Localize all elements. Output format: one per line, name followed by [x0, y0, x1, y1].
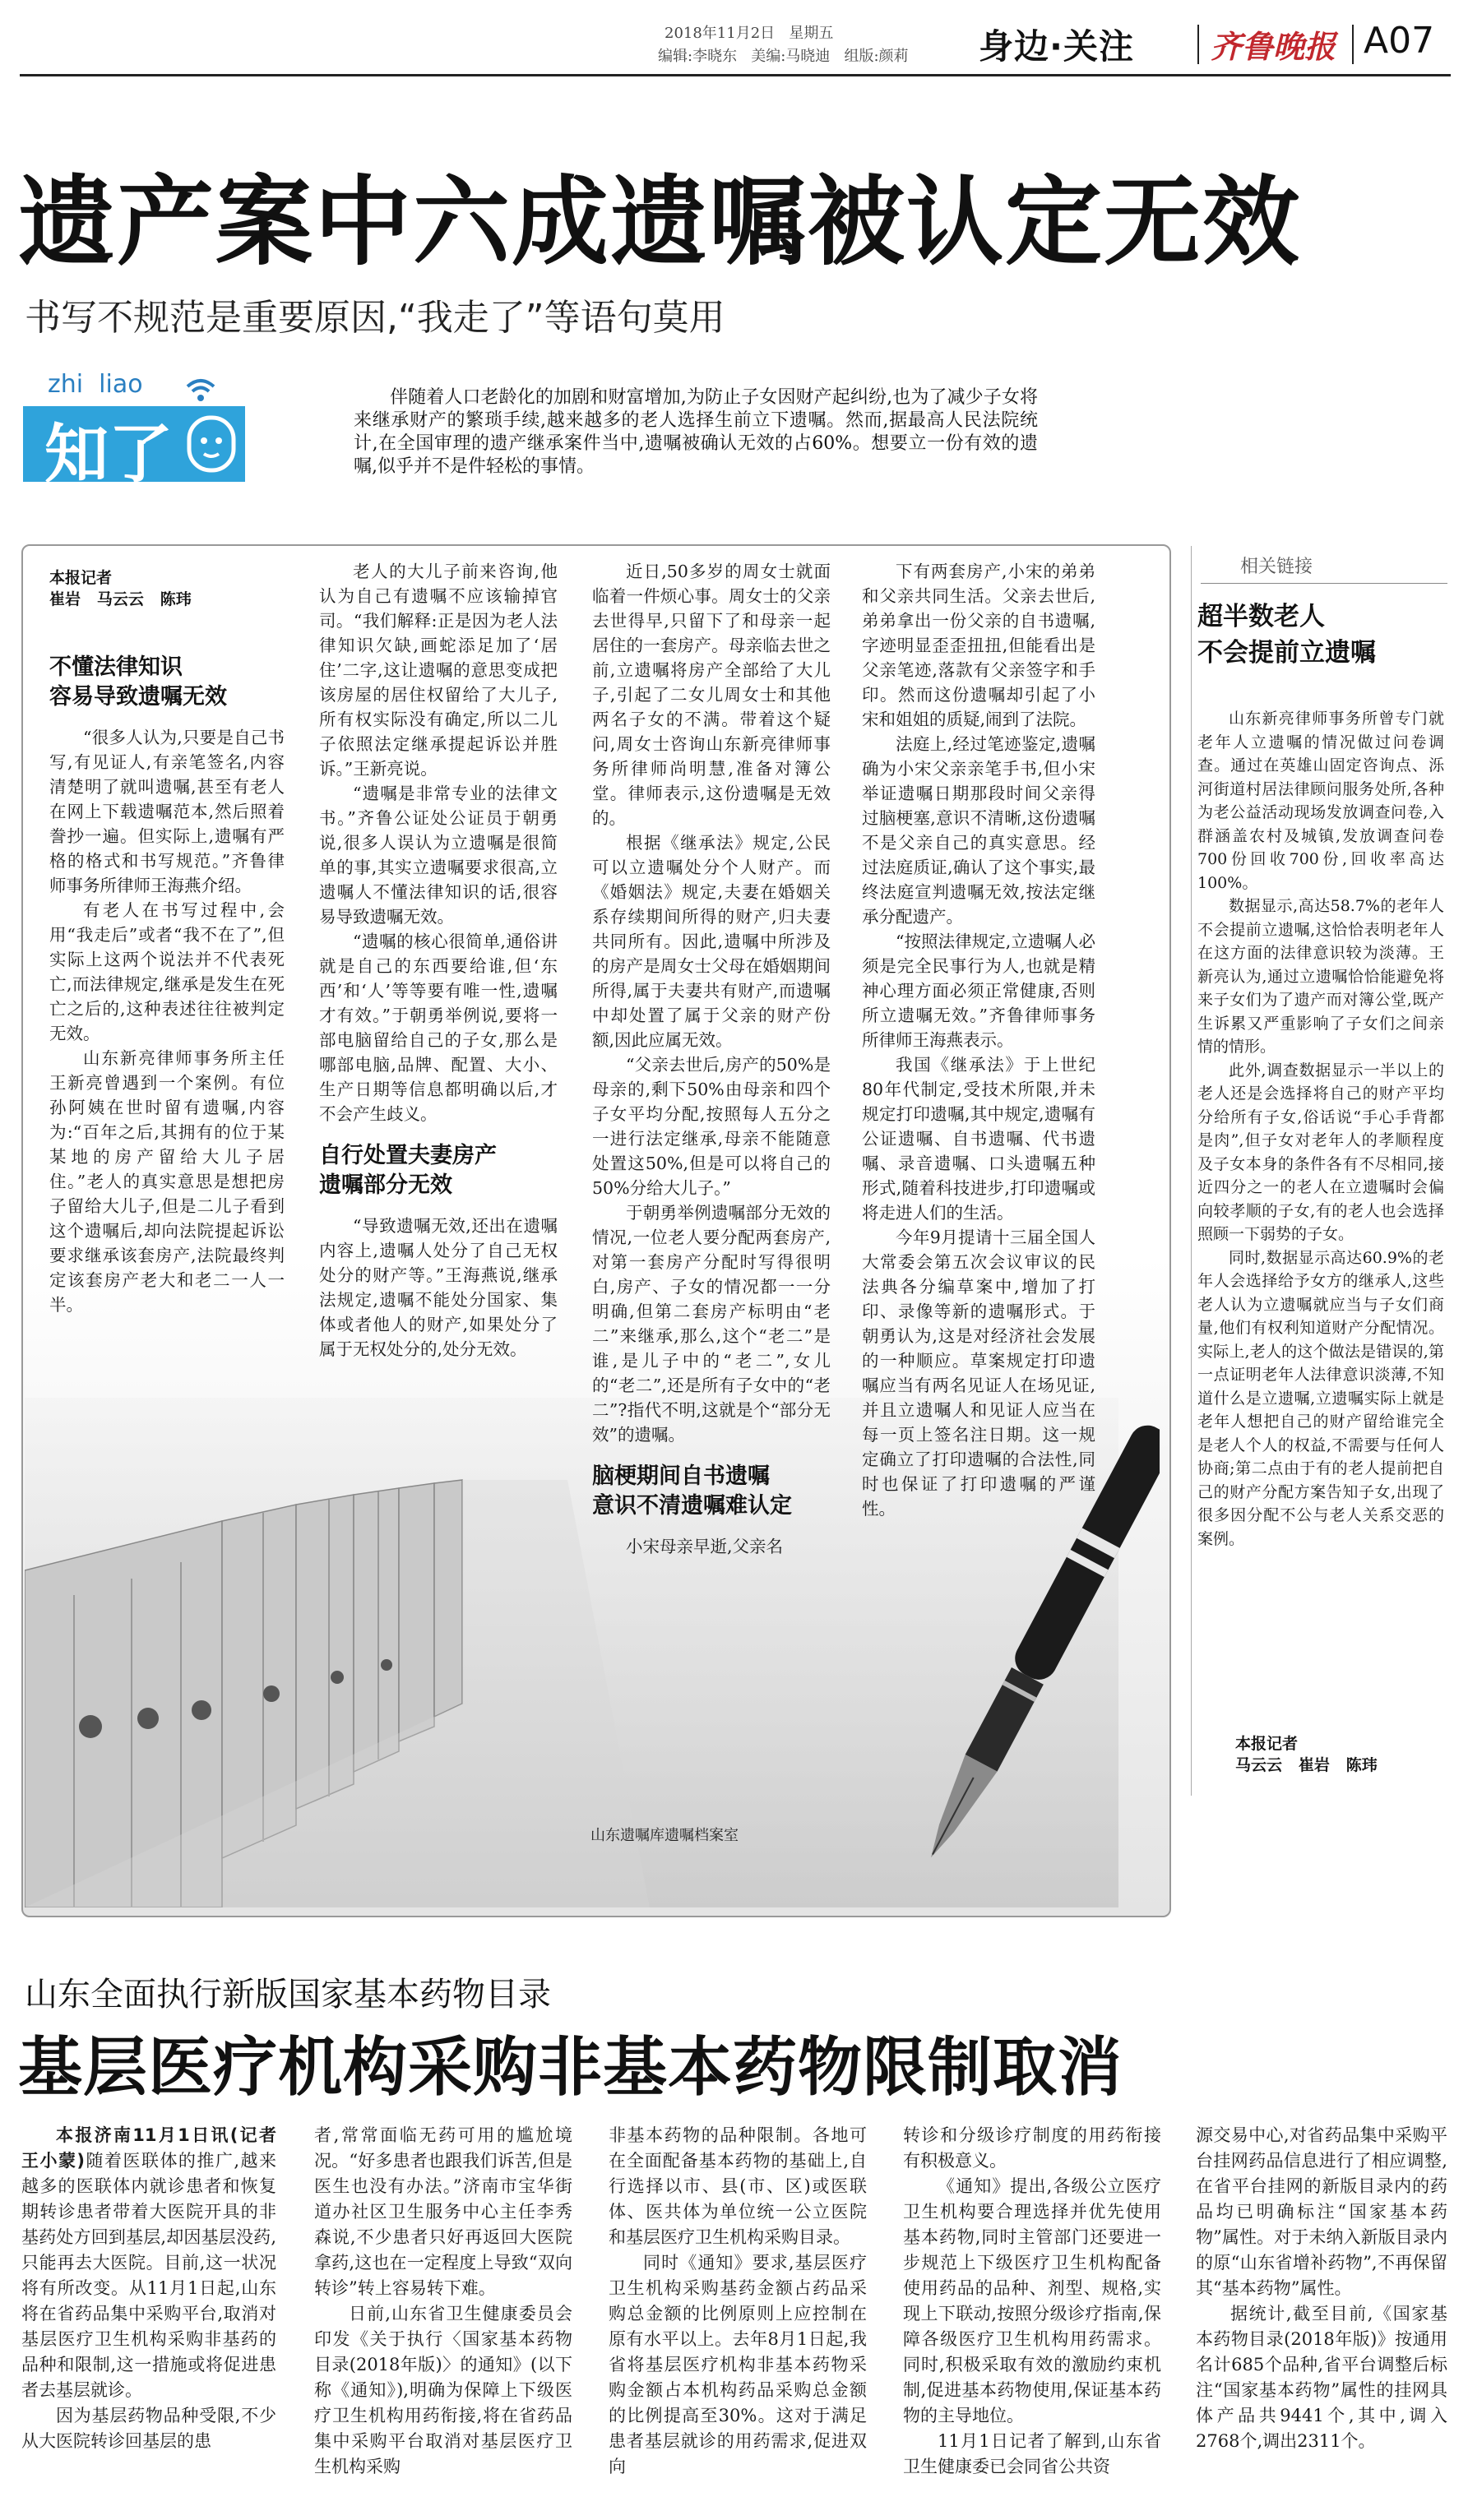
article2-para: 转诊和分级诊疗制度的用药衔接有积极意义。 — [903, 2125, 1161, 2171]
sidebar-byline — [1235, 1733, 1441, 1776]
header-divider — [1197, 25, 1199, 64]
sidebar-para: 同时,数据显示高达60.9%的老年人会选择给予女方的继承人,这些老人认为立遗嘱就应当与子女们商量,他们有权利知道财产分配情况。实际上,老人的这个做法是错误的,第一点证明老年人法律意识淡薄,不知道什么是立遗嘱,立遗嘱实际上就是老年人想把自己的财产留给谁完全是老人个人的权益,不需要与任何人协商;第二点由于有的老人提前把自己的财产分配方案告知子女,出现了很多因分配不公与老人关系交恶的案例。 — [1197, 1248, 1444, 1548]
article1-col1 — [49, 635, 285, 1317]
article2-col5 — [1196, 2123, 1447, 2454]
article2-para: 日前,山东省卫生健康委员会印发《关于执行〈国家基本药物目录(2018年版)〉的通知》(以下称《通知》),明确为保障上下级医疗卫生机构用药衔接,将在省药品集中采购平台取消对基层医疗卫生机构采购 — [314, 2304, 572, 2476]
article1-col3 — [592, 559, 831, 1559]
article1-col4 — [862, 559, 1095, 1521]
article2-col2 — [314, 2123, 572, 2480]
badge-face-icon — [184, 413, 238, 475]
byline-label: 本报记者 — [49, 569, 113, 587]
article2-para: 者,常常面临无药可用的尴尬境况。“好多患者也跟我们诉苦,但是医生也没有办法。”济南市宝华街道办社区卫生服务中心主任李秀森说,不少患者只好再返回大医院拿药,这也在一定程度上导致“双向转诊”转上容易转下难。 — [314, 2125, 572, 2298]
sidebar-byline-label: 本报记者 — [1235, 1735, 1299, 1753]
col2-para: “遗嘱的核心很简单,通俗讲就是自己的东西要给谁,但‘东西’和‘人’等等要有唯一性,遗嘱才有效。”于朝勇举例说,要将一部电脑留给自己的子女,那么是哪部电脑,品牌、配置、大小、生产日期等信息都明确以后,才不会产生歧义。 — [319, 932, 558, 1124]
article2-col4 — [903, 2123, 1161, 2480]
zhiliao-badge — [23, 370, 245, 492]
article2-para — [21, 2123, 276, 2403]
col4-para: 今年9月提请十三届全国人大常委会第五次会议审议的民法典各分编草案中,增加了打印、录像等新的遗嘱形式。于朝勇认为,这是对经济社会发展的一种顺应。草案规定打印遗嘱应当有两名见证人在场见证,并且立遗嘱人和见证人应当在每一页上签名注日期。这一规定确立了打印遗嘱的合法性,同时也保证了打印遗嘱的严谨性。 — [862, 1228, 1095, 1519]
col1-subhead: 不懂法律知识 容易导致遗嘱无效 — [49, 654, 227, 710]
col3-para: 根据《继承法》规定,公民可以立遗嘱处分个人财产。而《婚姻法》规定,夫妻在婚姻关系存续期间所得的财产,归夫妻共同所有。因此,遗嘱中所涉及的房产是周女士父母在婚姻期间所得,属于夫妻共有财产,而遗嘱中却处置了属于父亲的财产份额,因此应属无效。 — [592, 833, 831, 1050]
sidebar-vline — [1191, 546, 1192, 1796]
col4-para: “按照法律规定,立遗嘱人必须是完全民事行为人,也就是精神心理方面必须正常健康,否则所立遗嘱无效。”齐鲁律师事务所律师王海燕表示。 — [862, 932, 1095, 1050]
article2-para: 同时《通知》要求,基层医疗卫生机构采购基药金额占药品采购总金额的比例原则上应控制在原有水平以上。去年8月1日起,我省将基层医疗机构非基本药物采购金额占本机构药品采购总金额的比例提高至30%。这对于满足患者基层就诊的用药需求,促进双向 — [609, 2253, 867, 2476]
col1-para: 有老人在书写过程中,会用“我走后”或者“我不在了”,但实际上这两个说法并不代表死亡,而法律规定,继承是发生在死亡之后的,这种表述往往被判定无效。 — [49, 900, 285, 1043]
sidebar-byline-names: 马云云 崔岩 陈玮 — [1235, 1756, 1378, 1774]
article1-subtitle: 书写不规范是重要原因,“我走了”等语句莫用 — [25, 297, 725, 339]
paper-logo: 齐鲁晚报 — [1211, 28, 1336, 65]
sidebar-tag: 相关链接 — [1201, 551, 1447, 584]
article1-lead: 伴随着人口老龄化的加剧和财富增加,为防止子女因财产起纠纷,也为了减少子女将来继承财产的繁琐手续,越来越多的老人选择生前立下遗嘱。然而,据最高人民法院统计,在全国审理的遗产继承案件当中,遗嘱被确认无效的占60%。想要立一份有效的遗嘱,似乎并不是件轻松的事情。 — [354, 387, 1038, 477]
wifi-icon — [184, 373, 217, 406]
article1-title: 遗产案中六成遗嘱被认定无效 — [18, 165, 1302, 279]
fountain-pen-icon — [913, 1389, 1160, 1916]
article2-lead: 本报济南11月1日讯(记者 王小蒙) — [21, 2125, 276, 2171]
col4-para: 我国《继承法》于上世纪80年代制定,受技术所限,并未规定打印遗嘱,其中规定,遗嘱有公证遗嘱、自书遗嘱、代书遗嘱、录音遗嘱、口头遗嘱五种形式,随着科技进步,打印遗嘱或将走进人们的生活。 — [862, 1055, 1095, 1223]
header-divider-2 — [1352, 25, 1354, 64]
col2-para: “导致遗嘱无效,还出在遗嘱内容上,遗嘱人处分了自己无权处分的财产等。”王海燕说,继承法规定,遗嘱不能处分国家、集体或者他人的财产,如果处分了属于无权处分的,处分无效。 — [319, 1216, 558, 1359]
sidebar-para: 此外,调查数据显示一半以上的老人还是会选择将自己的财产平均分给所有子女,俗话说“手心手背都是肉”,但子女对老年人的孝顺程度及子女本身的条件各有不尽相同,接近四分之一的老人在立遗嘱时会偏向较孝顺的子女,有的老人也会选择照顾一下弱势的子女。 — [1197, 1061, 1444, 1243]
badge-pinyin: zhi liao — [48, 370, 143, 399]
article2-kicker: 山东全面执行新版国家基本药物目录 — [25, 1976, 551, 2014]
photo-caption: 山东遗嘱库遗嘱档案室 — [590, 1827, 739, 1844]
col3-para: 近日,50多岁的周女士就面临着一件烦心事。周女士的父亲去世得早,只留下了和母亲一起居住的一套房产。母亲临去世之前,立遗嘱将房产全部给了大儿子,引起了二女儿周女士和其他两名子女的不满。带着这个疑问,周女士咨询山东新亮律师事务所律师尚明慧,准备对簿公堂。律师表示,这份遗嘱是无效的。 — [592, 562, 831, 828]
col3-para: 小宋母亲早逝,父亲名 — [626, 1537, 784, 1556]
article2-title: 基层医疗机构采购非基本药物限制取消 — [18, 2031, 1123, 2105]
article2-col3 — [609, 2123, 867, 2480]
article2-para: 源交易中心,对省药品集中采购平台挂网药品信息进行了相应调整,在省平台挂网的新版目录内的药品均已明确标注“国家基本药物”属性。对于未纳入新版目录内的原“山东省增补药物”,不再保留其“基本药物”属性。 — [1196, 2125, 1447, 2298]
sidebar-title: 超半数老人 不会提前立遗嘱 — [1197, 602, 1376, 668]
article2-para: 因为基层药物品种受限,不少从大医院转诊回基层的患 — [21, 2406, 276, 2451]
sidebar-para: 山东新亮律师事务所曾专门就老年人立遗嘱的情况做过问卷调查。通过在英雄山固定咨询点、泺河街道村居法律顾问服务处所,各种为老公益活动现场发放调查问卷,入群涵盖农村及城镇,发放调查问卷700份回收700份,回收率高达100%。 — [1197, 710, 1444, 892]
article2-col1 — [21, 2123, 276, 2454]
sidebar-body — [1197, 707, 1444, 1551]
col4-para: 法庭上,经过笔迹鉴定,遗嘱确为小宋父亲亲笔手书,但小宋举证遗嘱日期那段时间父亲得过脑梗塞,意识不清晰,这份遗嘱不是父亲自己的真实意思。经过法庭质证,确认了这个事实,最终法庭宣判遗嘱无效,按法定继承分配遗产。 — [862, 734, 1095, 927]
article1-col2 — [319, 559, 558, 1362]
byline-names: 崔岩 马云云 陈玮 — [49, 590, 192, 608]
article2-para: 据统计,截至目前,《国家基本药物目录(2018年版)》按通用名计685个品种,省平台调整后标注“国家基本药物”属性的挂网具体产品共9441个,其中,调入2768个,调出2311个。 — [1196, 2304, 1447, 2451]
col2-para: “遗嘱是非常专业的法律文书。”齐鲁公证处公证员于朝勇说,很多人误认为立遗嘱是很简单的事,其实立遗嘱要求很高,立遗嘱人不懂法律知识的话,很容易导致遗嘱无效。 — [319, 784, 558, 927]
header-section: 身边·关注 — [979, 26, 1134, 67]
col1-para: 山东新亮律师事务所主任王新亮曾遇到一个案例。有位孙阿姨在世时留有遗嘱,内容为:“百年之后,其拥有的位于某某地的房产留给大儿子居住。”老人的真实意思是想把房子留给大儿子,但是二儿子看到这个遗嘱后,却向法院提起诉讼要求继承该套房产,法院最终判定该套房产老大和老二一人一半。 — [49, 1048, 285, 1315]
header-editors: 编辑:李晓东 美编:马晓迪 组版:颜莉 — [658, 48, 909, 65]
col1-para: “很多人认为,只要是自己书写,有见证人,有亲笔签名,内容清楚明了就叫遗嘱,甚至有老人在网上下载遗嘱范本,然后照着誊抄一遍。但实际上,遗嘱有严格的格式和书写规范。”齐鲁律师事务所律师王海燕介绍。 — [49, 728, 285, 895]
date-text: 2018年11月2日 — [665, 25, 776, 42]
sidebar-para: 数据显示,高达58.7%的老年人不会提前立遗嘱,这恰恰表明老年人在这方面的法律意识较为淡薄。王新亮认为,通过立遗嘱恰恰能避免将来子女们为了遗产而对簿公堂,既产生诉累又严重影响了子女们之间亲情的情形。 — [1197, 897, 1444, 1056]
badge-text: 知了 — [44, 417, 174, 492]
col3-subhead: 脑梗期间自书遗嘱 意识不清遗嘱难认定 — [592, 1463, 792, 1519]
col3-para: “父亲去世后,房产的50%是母亲的,剩下50%由母亲和四个子女平均分配,按照每人五分之一进行法定继承,母亲不能随意处置这50%,但是可以将自己的50%分给大儿子。” — [592, 1055, 831, 1198]
col4-para: 下有两套房产,小宋的弟弟和父亲共同生活。父亲去世后,弟弟拿出一份父亲的自书遗嘱,字迹明显歪歪扭扭,但能看出是父亲笔迹,落款有父亲签字和手印。然而这份遗嘱却引起了小宋和姐姐的质疑,闹到了法院。 — [862, 562, 1095, 729]
weekday-text: 星期五 — [789, 25, 834, 42]
col3-para: 于朝勇举例遗嘱部分无效的情况,一位老人要分配两套房产,对第一套房产分配时写得很明白,房产、子女的情况都一一分明确,但第二套房产标明由“老二”来继承,那么,这个“老二”是谁,是儿子中的“老二”,女儿的“老二”,还是所有子女中的“老二”?指代不明,这就是个“部分无效”的遗嘱。 — [592, 1203, 831, 1445]
article2-para: 11月1日记者了解到,山东省卫生健康委已会同省公共资 — [903, 2431, 1161, 2476]
article1-byline — [49, 567, 313, 610]
article2-text: 随着医联体的推广,越来越多的医联体内就诊患者和恢复期转诊患者带着大医院开具的非基药处方回到基层,却因基层没药,只能再去大医院。目前,这一状况将有所改变。从11月1日起,山东将在省药品集中采购平台,取消对基层医疗卫生机构采购非基药的品种和限制,这一措施或将促进患者去基层就诊。 — [21, 2151, 276, 2400]
page-number: A07 — [1364, 20, 1435, 62]
col2-subhead: 自行处置夫妻房产 遗嘱部分无效 — [319, 1143, 497, 1198]
header-date — [665, 21, 833, 43]
header-rule — [20, 74, 1451, 76]
article2-para: 非基本药物的品种限制。各地可在全面配备基本药物的基础上,自行选择以市、县(市、区)或医联体、医共体为单位统一公立医院和基层医疗卫生机构采购目录。 — [609, 2125, 867, 2247]
article2-para: 《通知》提出,各级公立医疗卫生机构要合理选择并优先使用基本药物,同时主管部门还要进一步规范上下级医疗卫生机构配备使用药品的品种、剂型、规格,实现上下联动,按照分级诊疗指南,保障各级医疗卫生机构用药需求。同时,积极采取有效的激励约束机制,促进基本药物使用,保证基本药物的主导地位。 — [903, 2176, 1161, 2425]
col2-para: 老人的大儿子前来咨询,他认为自己有遗嘱不应该输掉官司。“我们解释:正是因为老人法律知识欠缺,画蛇添足加了‘居住’二字,这让遗嘱的意思变成把该房屋的居住权留给了大儿子,所有权实际没有确定,所以二儿子依照法定继承提起诉讼并胜诉。”王新亮说。 — [319, 562, 558, 779]
